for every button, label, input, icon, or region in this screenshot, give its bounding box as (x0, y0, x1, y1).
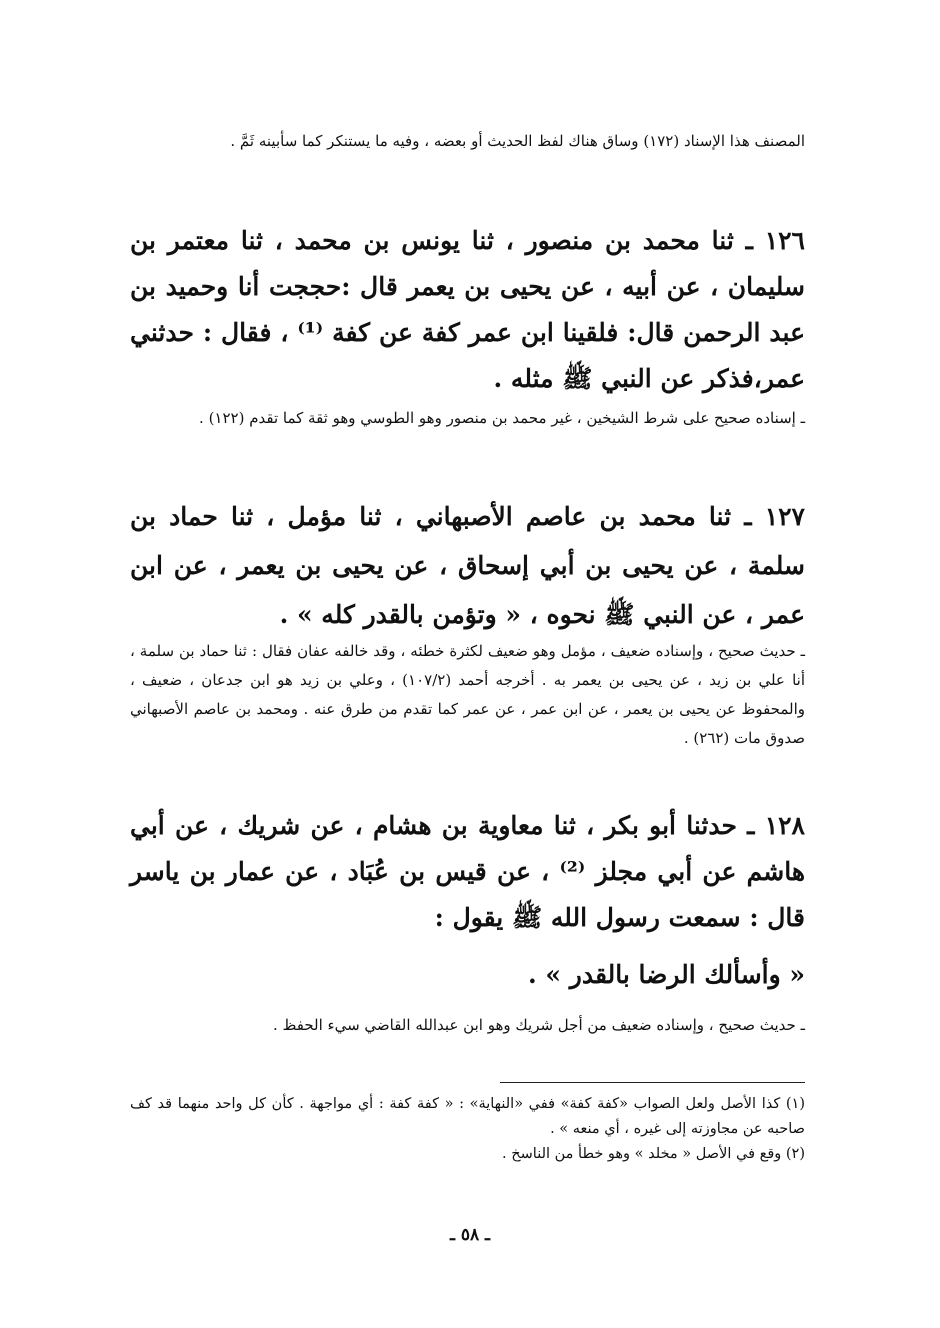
footnotes (130, 1092, 805, 1167)
footnote-1: (١) كذا الأصل ولعل الصواب «كفة كفة» ففي «النهاية» : « كفة كفة : أي مواجهة . كأن كل واحد منهما قد كف صاحبه عن مجاوزته إلى غيره ، أي منعه » . (130, 1096, 805, 1137)
hadith-128-grading: ـ حديث صحيح ، وإسناده ضعيف من أجل شريك وهو ابن عبدالله القاضي سيء الحفظ . (272, 1016, 805, 1034)
page-number: ـ ٥٨ ـ (449, 1225, 491, 1245)
hadith-128: ١٢٨ ـ حدثنا أبو بكر ، ثنا معاوية بن هشام ، عن شريك ، عن أبي هاشم عن أبي مجلز ⁽²⁾ ، عن قيس بن عُبَاد ، عن عمار بن ياسر قال : سمعت رسول الله ﷺ يقول : (130, 811, 805, 932)
intro-paragraph: المصنف هذا الإسناد (١٧٢) وساق هناك لفظ الحديث أو بعضه ، وفيه ما يستنكر كما سأبينه ثَمَّ . (230, 132, 805, 150)
footnote-2: (٢) وقع في الأصل « مخلد » وهو خطأ من الناسخ . (502, 1146, 805, 1162)
hadith-126-grading: ـ إسناده صحيح على شرط الشيخين ، غير محمد بن منصور وهو الطوسي وهو ثقة كما تقدم (١٢٢) . (199, 409, 805, 427)
hadith-126: ١٢٦ ـ ثنا محمد بن منصور ، ثنا يونس بن محمد ، ثنا معتمر بن سليمان ، عن أبيه ، عن يحيى بن يعمر قال :حججت أنا وحميد بن عبد الرحمن قال: فلقينا ابن عمر كفة عن كفة ⁽¹⁾ ، فقال : حدثني عمر،فذكر عن النبي ﷺ مثله . (130, 226, 805, 393)
hadith-127-grading: ـ حديث صحيح ، وإسناده ضعيف ، مؤمل وهو ضعيف لكثرة خطئه ، وقد خالفه عفان فقال : ثنا حماد بن سلمة ، أنا علي بن زيد ، عن يحيى بن يعمر به . أخرجه أحمد (١٠٧/٢) ، وعلي بن زيد هو ابن جدعان ، ضعيف ، والمحفوظ عن يحيى بن يعمر ، عن ابن عمر ، عن عمر كما تقدم من طرق عنه . ومحمد بن عاصم الأصبهاني صدوق مات (٢٦٢) . (130, 642, 805, 747)
hadith-127: ١٢٧ ـ ثنا محمد بن عاصم الأصبهاني ، ثنا مؤمل ، ثنا حماد بن سلمة ، عن يحيى بن أبي إسحاق ، عن يحيى بن يعمر ، عن ابن عمر ، عن النبي ﷺ نحوه ، « وتؤمن بالقدر كله » . (130, 502, 805, 629)
hadith-128-quote: « وأسألك الرضا بالقدر » . (528, 960, 805, 989)
footnote-separator (500, 1082, 805, 1083)
